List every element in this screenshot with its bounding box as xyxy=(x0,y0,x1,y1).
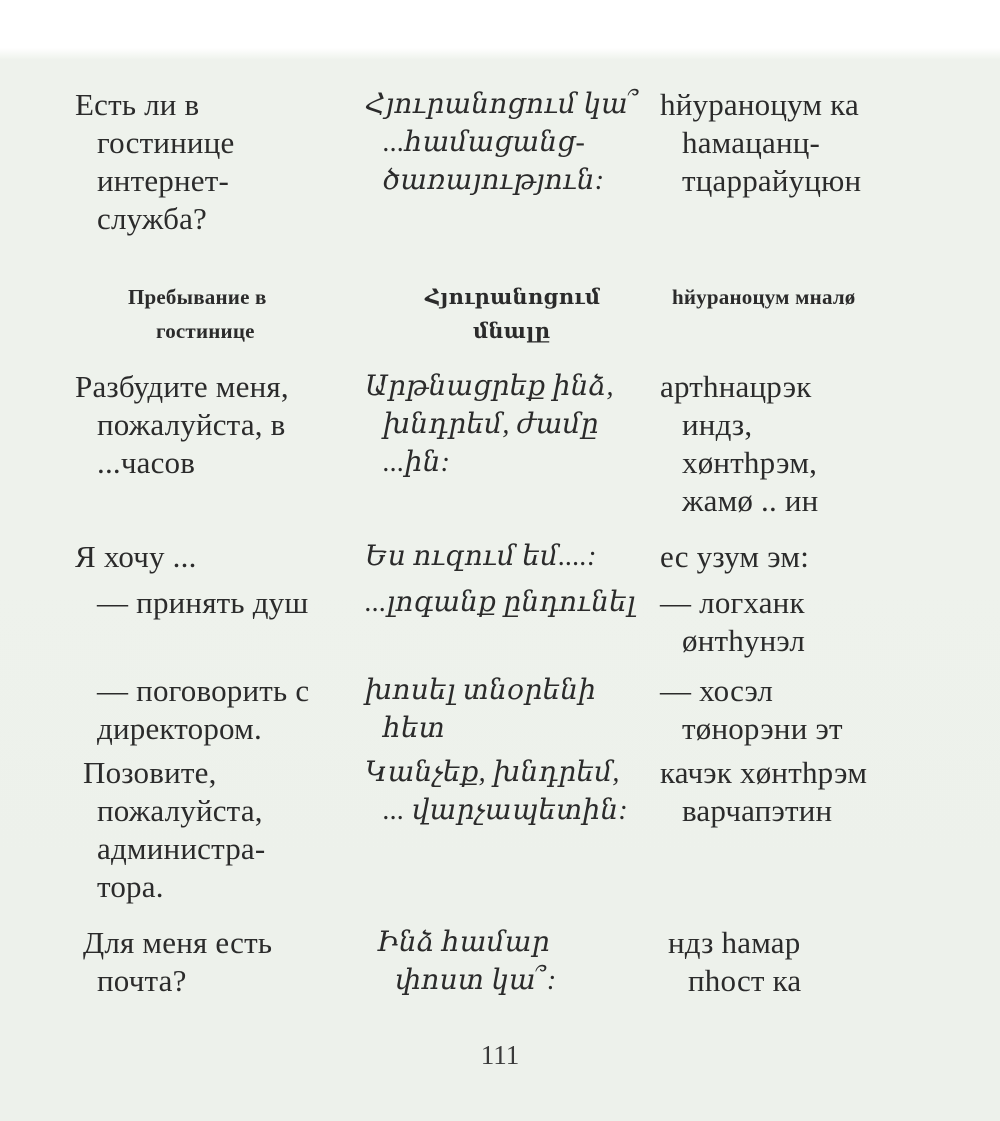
text-line: Пребывание в xyxy=(128,285,267,309)
russian-phrase xyxy=(75,538,350,576)
text-line: артhнацрэк xyxy=(660,369,812,404)
section-title-armenian xyxy=(425,280,705,348)
armenian-phrase xyxy=(365,368,645,482)
text-line: директором. xyxy=(97,711,262,746)
text-line: жамø .. ин xyxy=(682,483,819,518)
text-line: Հյուրանոցում կա՞ xyxy=(365,89,639,120)
transliteration xyxy=(660,584,990,660)
transliteration xyxy=(660,86,990,200)
text-line: ...ին: xyxy=(383,447,451,478)
text-line: hамацанц- xyxy=(682,125,821,160)
text-line: Կանչեք, խնդրեմ, xyxy=(365,757,620,788)
text-line: администра- xyxy=(97,831,266,866)
text-line: варчапэтин xyxy=(682,793,833,828)
text-line: Ինձ համար xyxy=(377,927,550,958)
text-line: hйураноцум ка xyxy=(660,87,859,122)
text-line: — логханк xyxy=(660,585,805,620)
russian-phrase xyxy=(75,368,350,482)
text-line: ес узум эм: xyxy=(660,539,810,574)
text-line: Позовите, xyxy=(83,755,217,790)
armenian-phrase xyxy=(365,924,645,1000)
text-line: Разбудите меня, xyxy=(75,369,289,404)
russian-phrase xyxy=(75,754,350,906)
text-line: тора. xyxy=(97,869,164,904)
text-line: փոստ կա՞: xyxy=(395,965,557,996)
text-line: пожалуйста, xyxy=(97,793,263,828)
section-title-russian xyxy=(128,280,403,348)
text-line: Есть ли в xyxy=(75,87,200,122)
text-line: качэк хøнтhрэм xyxy=(660,755,868,790)
text-line: Я хочу ... xyxy=(75,539,197,574)
armenian-phrase xyxy=(365,538,645,576)
text-line: гостинице xyxy=(97,125,235,160)
text-line: խոսել տնօրենի xyxy=(365,675,597,706)
text-line: хøнтhрэм, xyxy=(682,445,818,480)
text-line: — поговорить с xyxy=(97,673,310,708)
text-line: Ես ուզում եմ....: xyxy=(365,541,597,572)
text-line: ндз hамар xyxy=(668,925,801,960)
text-line: մնալը xyxy=(473,319,551,343)
text-line: индз, xyxy=(682,407,753,442)
text-line: ...համացանց- xyxy=(383,127,586,158)
transliteration xyxy=(660,368,990,520)
russian-phrase xyxy=(75,584,350,622)
text-line: — хосэл xyxy=(660,673,774,708)
text-line: интернет- xyxy=(97,163,230,198)
text-line: Հյուրանոցում xyxy=(425,285,601,309)
text-line: ծառայություն: xyxy=(383,165,605,196)
armenian-phrase xyxy=(365,672,645,748)
text-line: Для меня есть xyxy=(83,925,273,960)
transliteration xyxy=(660,754,990,830)
text-line: øнтhунэл xyxy=(682,623,806,658)
transliteration xyxy=(660,924,990,1000)
page-number: 111 xyxy=(480,1040,520,1070)
russian-phrase xyxy=(75,86,350,238)
text-line: խնդրեմ, ժամը xyxy=(383,409,599,440)
transliteration xyxy=(660,538,990,576)
text-line: — принять душ xyxy=(97,585,309,620)
text-line: тøнорэни эт xyxy=(682,711,843,746)
text-line: тцаррайуцюн xyxy=(682,163,862,198)
text-line: ... վարչապետին: xyxy=(383,795,628,826)
armenian-phrase xyxy=(365,754,645,830)
text-line: ...լոգանք ընդունել xyxy=(365,587,636,618)
section-title-transliteration xyxy=(672,280,1000,314)
text-line: служба? xyxy=(97,201,208,236)
text-line: почта? xyxy=(97,963,187,998)
armenian-phrase xyxy=(365,584,645,622)
text-line: Արթնացրեք ինձ, xyxy=(365,371,614,402)
text-line: hйураноцум мналø xyxy=(672,285,856,309)
text-line: ...часов xyxy=(97,445,196,480)
text-line: пhост ка xyxy=(688,963,802,998)
text-line: пожалуйста, в xyxy=(97,407,286,442)
armenian-phrase xyxy=(365,86,645,200)
russian-phrase xyxy=(75,924,350,1000)
transliteration xyxy=(660,672,990,748)
russian-phrase xyxy=(75,672,350,748)
text-line: гостинице xyxy=(156,319,255,343)
text-line: հետ xyxy=(383,713,446,744)
